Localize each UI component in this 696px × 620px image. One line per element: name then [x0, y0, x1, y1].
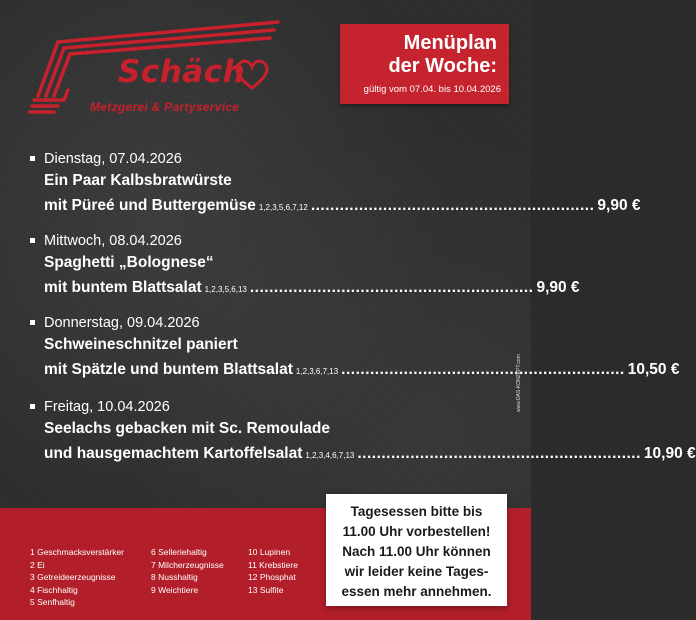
- dish-line2-row: [30, 193, 641, 220]
- notice-line: wir leider keine Tages-: [344, 564, 489, 579]
- allergen-entry: 2 Ei: [30, 559, 45, 570]
- dish-line2: mit buntem Blattsalat: [44, 279, 202, 296]
- weekly-menu-header: [340, 24, 509, 104]
- dish-line1: Ein Paar Kalbsbratwürste: [44, 172, 232, 189]
- price: 9,90 €: [597, 197, 641, 214]
- price: 10,90 €: [643, 445, 696, 462]
- price: 10,50 €: [627, 361, 680, 378]
- notice-line: Nach 11.00 Uhr können: [342, 544, 491, 559]
- preorder-notice: [326, 494, 507, 606]
- dot-leader: ...........................................................: [310, 197, 595, 214]
- notice-line: Tagesessen bitte bis: [350, 504, 483, 519]
- dot-leader: ...........................................................: [249, 279, 534, 296]
- allergen-entry: 8 Nusshaltig: [151, 572, 198, 582]
- allergen-entry: 3 Getreideerzeugnisse: [30, 572, 116, 582]
- dish-line1: Schweineschnitzel paniert: [44, 336, 238, 353]
- menu-day: Mittwoch, 08.04.2026: [44, 233, 182, 249]
- logo-name: Schäch: [118, 54, 246, 90]
- designer-credit: www.DAS-KONZEPT.com: [516, 354, 522, 412]
- allergen-entry: 11 Krebstiere: [248, 559, 298, 570]
- allergen-codes: 1,2,3,5,6,7,12: [258, 203, 308, 212]
- allergen-entry: 9 Weichtiere: [151, 584, 199, 595]
- notice-line: essen mehr annehmen.: [341, 584, 492, 599]
- logo-subtitle: Metzgerei & Partyservice: [90, 100, 240, 114]
- header-title-line2: der Woche:: [388, 55, 497, 77]
- allergen-entry: 10 Lupinen: [248, 547, 291, 557]
- notice-line: 11.00 Uhr vorbestellen!: [342, 524, 491, 539]
- allergen-entry: 12 Phosphat: [248, 572, 296, 582]
- bullet-icon: [30, 404, 35, 409]
- allergen-codes: 1,2,3,6,7,13: [295, 367, 339, 376]
- dot-leader: ...........................................................: [341, 361, 625, 378]
- bullet-icon: [30, 238, 35, 243]
- dish-line2: mit Püreé und Buttergemüse: [44, 197, 256, 214]
- allergen-entry: 13 Sulfite: [248, 584, 284, 595]
- menu-day: Donnerstag, 09.04.2026: [44, 315, 200, 331]
- dish-line2: und hausgemachtem Kartoffelsalat: [44, 445, 303, 462]
- heart-icon: [234, 58, 270, 90]
- price: 9,90 €: [536, 279, 580, 296]
- allergen-entry: 5 Senfhaltig: [30, 597, 75, 607]
- dish-line1: Seelachs gebacken mit Sc. Remoulade: [44, 420, 331, 437]
- allergen-column-3: [248, 546, 298, 596]
- header-title-line1: Menüplan: [403, 32, 497, 54]
- allergen-column-1: [30, 546, 124, 609]
- menu-day: Dienstag, 07.04.2026: [44, 151, 182, 167]
- menu-item-friday: [30, 398, 696, 468]
- allergen-codes: 1,2,3,5,6,13: [204, 285, 247, 294]
- dish-line2-row: [30, 357, 680, 384]
- allergen-entry: 6 Selleriehaltig: [151, 547, 207, 557]
- bullet-icon: [30, 320, 35, 325]
- dot-leader: ...........................................................: [357, 445, 641, 462]
- dish-line2-row: [30, 441, 696, 468]
- menu-day: Freitag, 10.04.2026: [44, 399, 170, 415]
- menu-item-wednesday: [30, 232, 580, 302]
- logo: [28, 8, 278, 128]
- dish-line2: mit Spätzle und buntem Blattsalat: [44, 361, 293, 378]
- allergen-column-2: [151, 546, 224, 596]
- allergen-entry: 4 Fischhaltig: [30, 584, 78, 595]
- allergen-entry: 7 Milcherzeugnisse: [151, 559, 224, 570]
- allergen-codes: 1,2,3,4,6,7,13: [305, 451, 355, 460]
- dish-line1: Spaghetti „Bolognese“: [44, 254, 214, 271]
- validity-text: gültig vom 07.04. bis 10.04.2026: [363, 84, 501, 95]
- allergen-entry: 1 Geschmacksverstärker: [30, 547, 124, 557]
- menu-item-tuesday: [30, 150, 641, 220]
- dish-line2-row: [30, 275, 580, 302]
- bullet-icon: [30, 156, 35, 161]
